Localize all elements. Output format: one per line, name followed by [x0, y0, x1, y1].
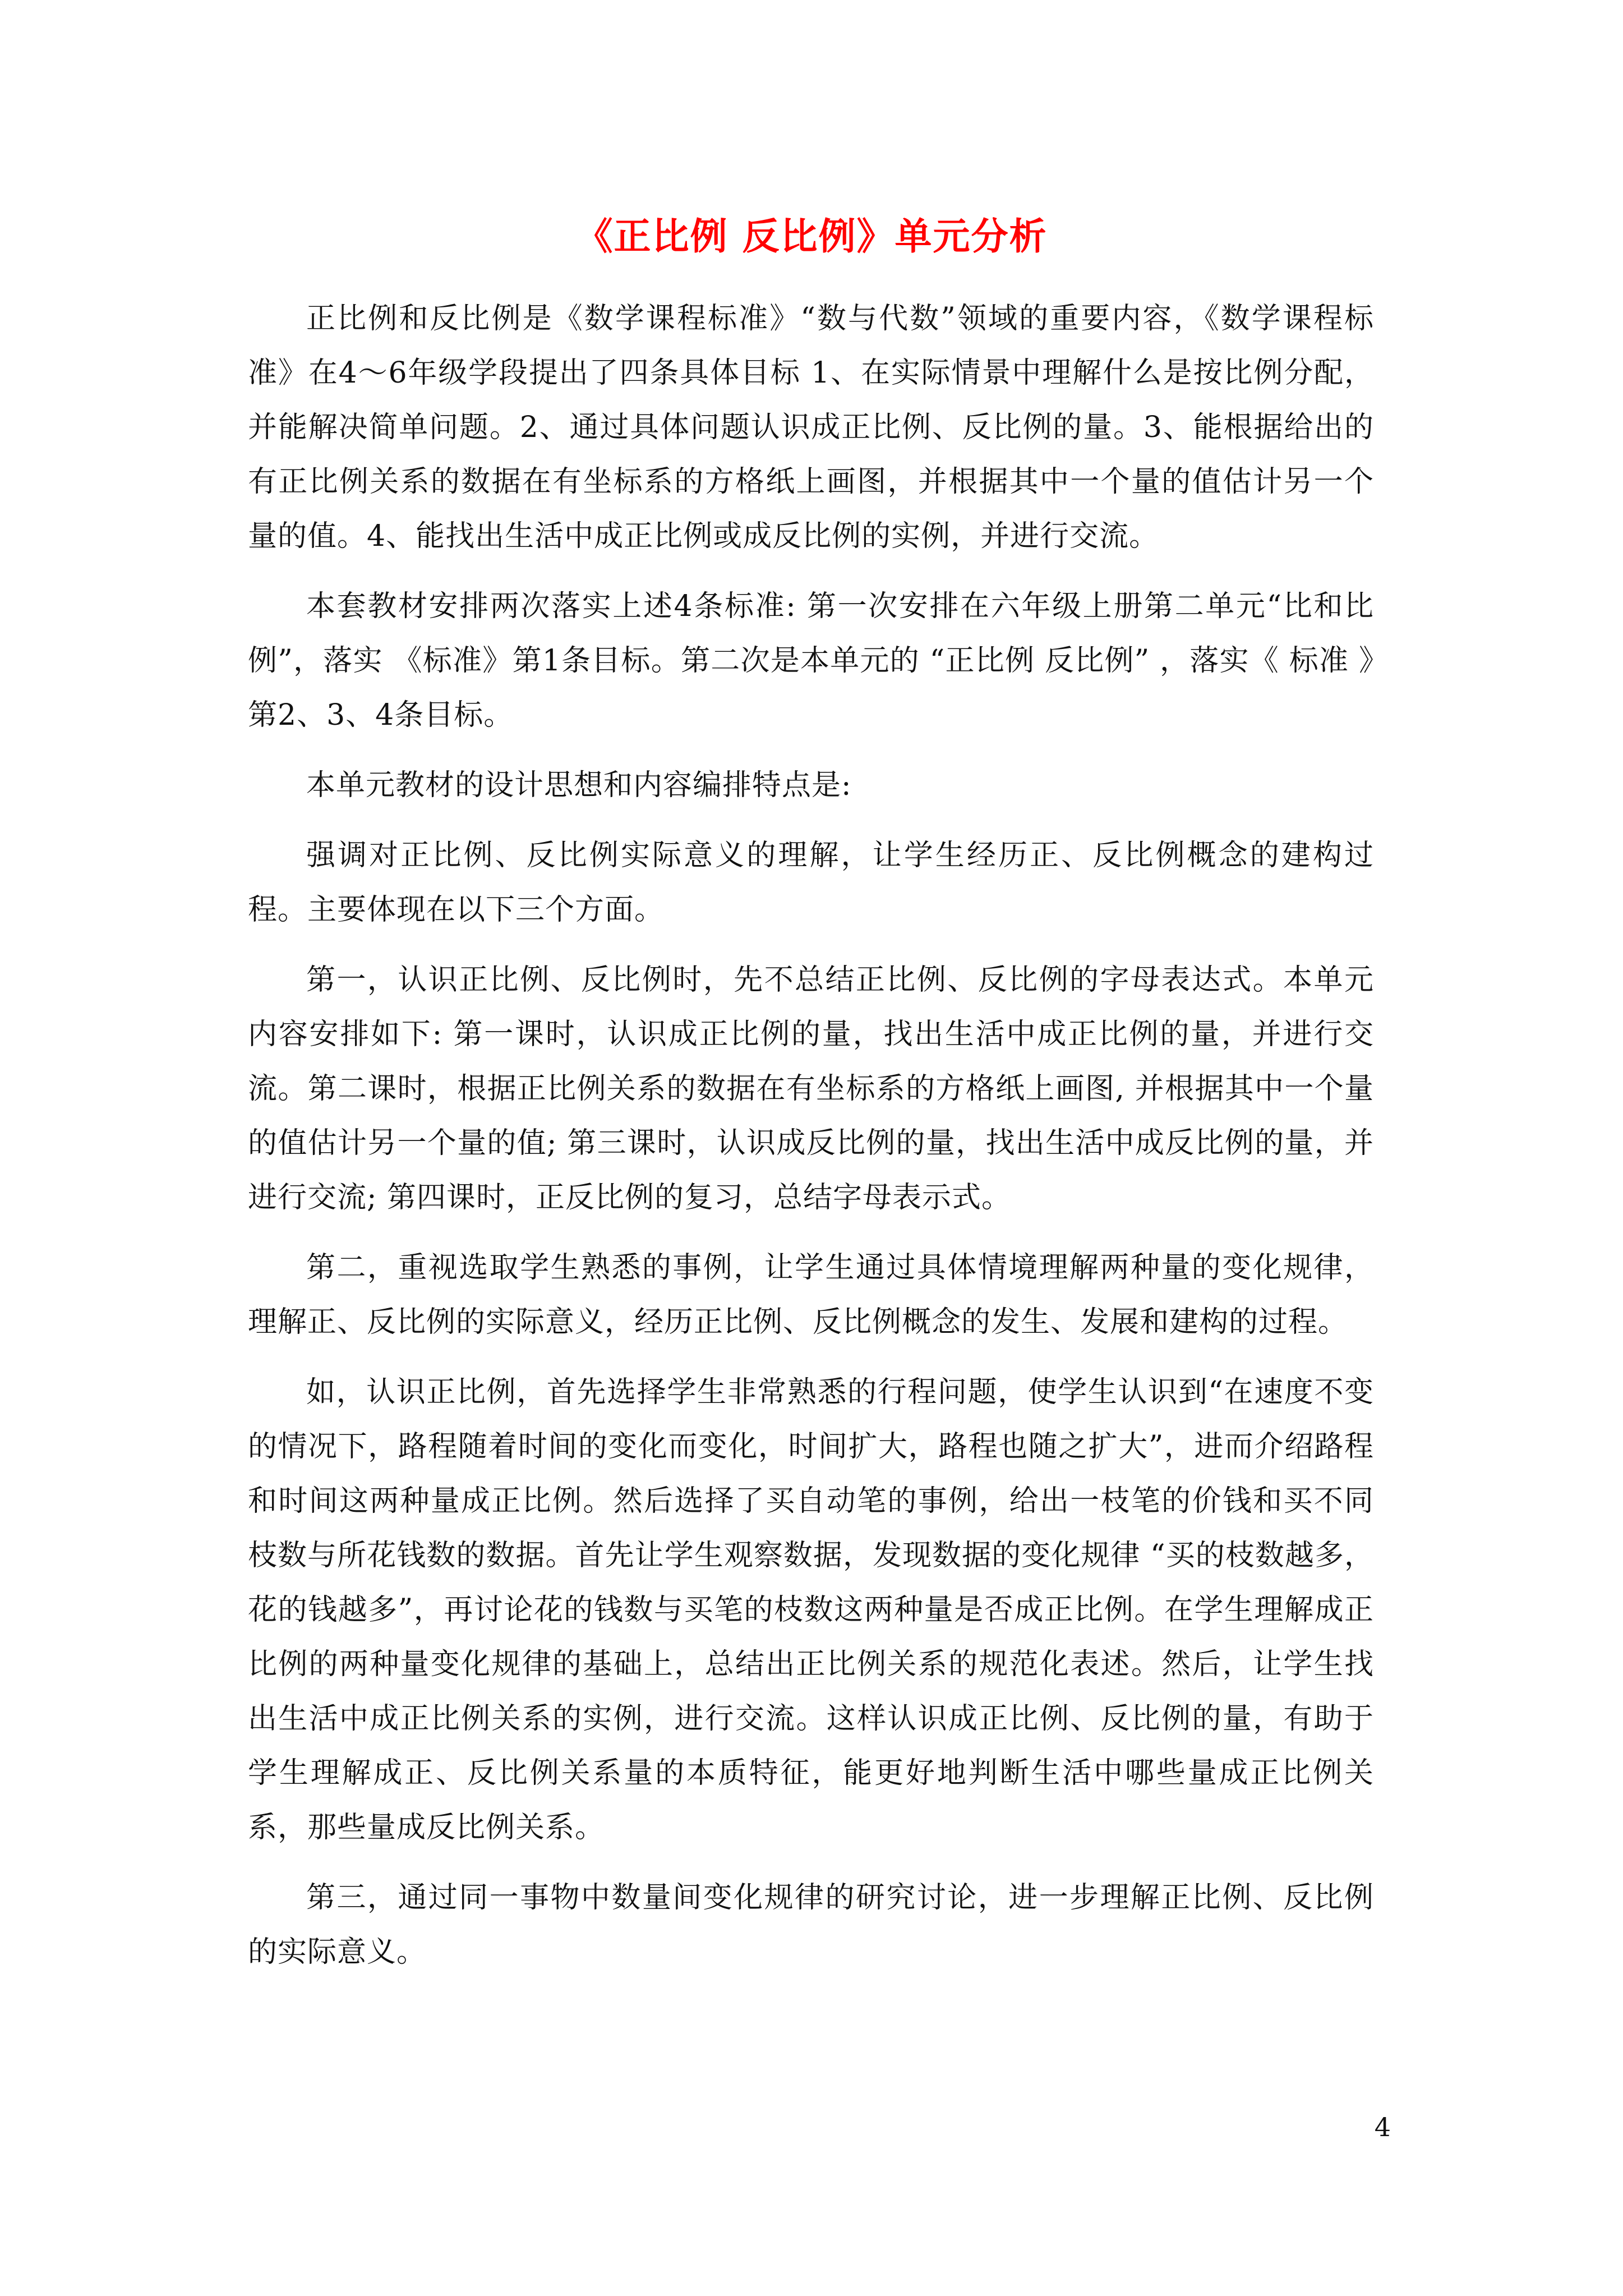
page-number: 4 — [1374, 2112, 1391, 2142]
paragraph-7: 如，认识正比例，首先选择学生非常熟悉的行程问题，使学生认识到“在速度不变的情况下，路程随着时间的变化而变化，时间扩大，路程也随之扩大”，进而介绍路程和时间这两种量成正比例。然后选择了买自动笔的事例，给出一枝笔的价钱和买不同枝数与所花钱数的数据。首先让学生观察数据，发现数据的变化规律 “买的枝数越多，花的钱越多”，再讨论花的钱数与买笔的枝数这两种量是否成正比例。在学生理解成正比例的两种量变化规律的基础上，总结出正比例关系的规范化表述。然后，让学生找出生活中成正比例关系的实例，进行交流。这样认识成正比例、反比例的量，有助于学生理解成正、反比例关系量的本质特征，能更好地判断生活中哪些量成正比例关系，那些量成反比例关系。 — [248, 1375, 1374, 1844]
document-title: 《正比例 反比例》单元分析 — [575, 214, 1048, 258]
paragraph-8: 第三，通过同一事物中数量间变化规律的研究讨论，进一步理解正比例、反比例的实际意义。 — [248, 1881, 1374, 1969]
document-body — [248, 292, 1374, 1995]
paragraph-1: 正比例和反比例是《数学课程标准》“数与代数”领域的重要内容，《数学课程标准》在4～6年级学段提出了四条具体目标 1、在实际情景中理解什么是按比例分配，并能解决简单问题。2、通过具体问题认识成正比例、反比例的量。3、能根据给出的有正比例关系的数据在有坐标系的方格纸上画图，并根据其中一个量的值估计另一个量的值。4、能找出生活中成正比例或成反比例的实例，并进行交流。 — [248, 302, 1374, 553]
paragraph-2: 本套教材安排两次落实上述4条标准: 第一次安排在六年级上册第二单元“比和比例”，落实 《标准》第1条目标。第二次是本单元的 “正比例 反比例” ，落实《 标准 》第2、3、4条目标。 — [248, 590, 1374, 732]
paragraph-6: 第二，重视选取学生熟悉的事例，让学生通过具体情境理解两种量的变化规律，理解正、反比例的实际意义，经历正比例、反比例概念的发生、发展和建构的过程。 — [248, 1251, 1374, 1339]
paragraph-5: 第一，认识正比例、反比例时，先不总结正比例、反比例的字母表达式。本单元内容安排如下: 第一课时，认识成正比例的量，找出生活中成正比例的量，并进行交流。第二课时，根据正比例关系的数据在有坐标系的方格纸上画图, 并根据其中一个量的值估计另一个量的值; 第三课时，认识成反比例的量，找出生活中成反比例的量，并进行交流; 第四课时，正反比例的复习，总结字母表示式。 — [248, 963, 1374, 1214]
paragraph-4: 强调对正比例、反比例实际意义的理解，让学生经历正、反比例概念的建构过程。主要体现在以下三个方面。 — [248, 839, 1374, 927]
paragraph-3: 本单元教材的设计思想和内容编排特点是: — [306, 769, 852, 802]
